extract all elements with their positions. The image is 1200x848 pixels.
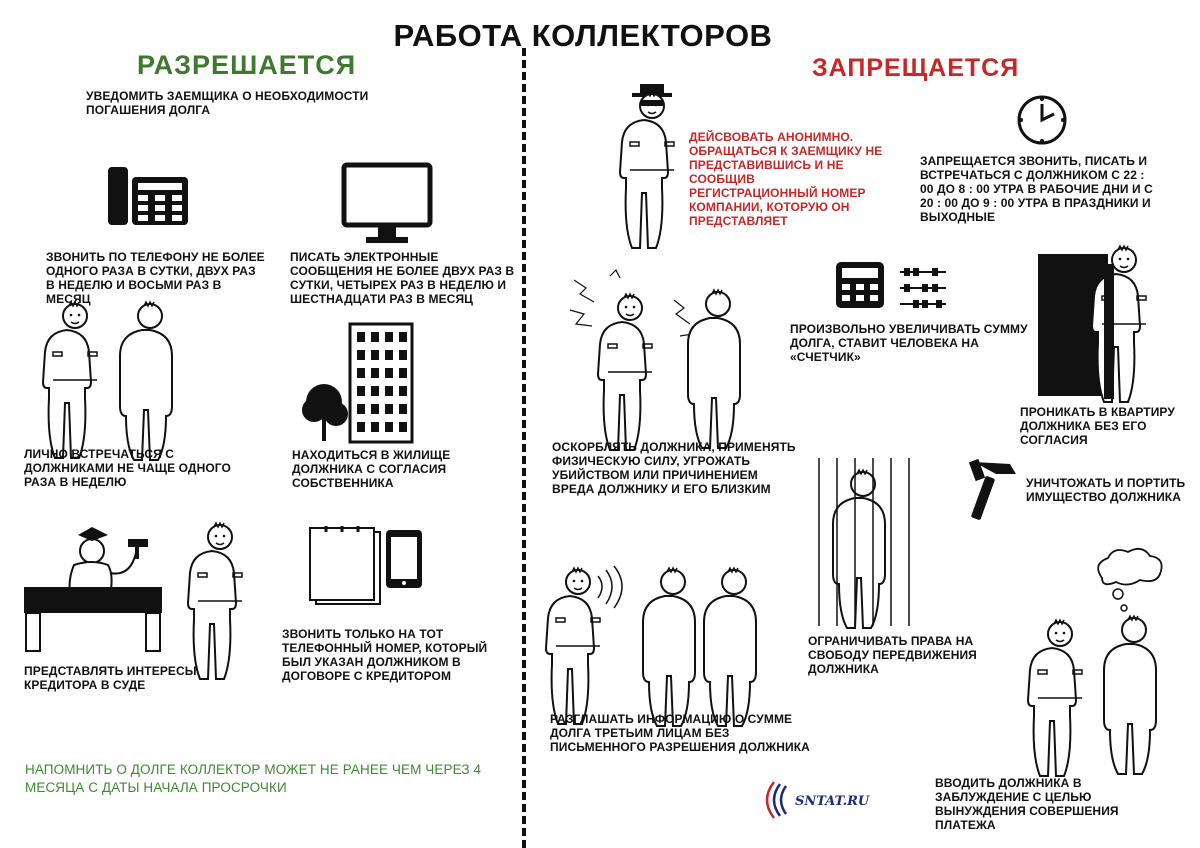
allowed-heading: РАЗРЕШАЕТСЯ: [137, 50, 357, 80]
forbidden-time-text: ЗАПРЕЩАЕТСЯ ЗВОНИТЬ, ПИСАТЬ И ВСТРЕЧАТЬСЯ С ДОЛЖНИКОМ С 22 : 00 ДО 8 : 00 УТРА В РАБОЧИЕ ДНИ И С 20 : 00 ДО 9 : 00 УТРА В ПРАЗДНИКИ И ВЫХОДНЫЕ: [920, 154, 1153, 224]
forbidden-insult-text: ОСКОРБЛЯТЬ ДОЛЖНИКА, ПРИМЕНЯТЬ ФИЗИЧЕСКУЮ СИЛУ, УГРОЖАТЬ УБИЙСТВОМ ИЛИ ПРИЧИНЕНИЕМ ВРЕДА ДОЛЖНИКУ И ЕГО БЛИЗКИМ: [552, 440, 796, 496]
two-people-meeting-illustration: [75, 330, 235, 450]
hammer-icon: [966, 458, 1022, 522]
disclosure-illustration: [548, 570, 768, 710]
allowed-meet-text: ЛИЧНО ВСТРЕЧАТЬСЯ С ДОЛЖНИКАМИ НЕ ЧАЩЕ ОДНОГО РАЗА В НЕДЕЛЮ: [24, 447, 231, 489]
forbidden-counter-text: ПРОИЗВОЛЬНО УВЕЛИЧИВАТЬ СУММУ ДОЛГА, СТАВИТ ЧЕЛОВЕКА НА «СЧЕТЧИК»: [790, 322, 1028, 364]
forbidden-anonymous-text: ДЕЙСВОВАТЬ АНОНИМНО. ОБРАЩАТЬСЯ К ЗАЕМЩИКУ НЕ ПРЕДСТАВИВШИСЬ И НЕ СООБЩИВ РЕГИСТРАЦИОННЫЙ НОМЕР КОМПАНИИ, КОТОРУЮ ОН ПРЕДСТАВЛЯЕТ: [689, 130, 883, 228]
anonymous-person-illustration: [642, 82, 692, 232]
calculator-and-abacus-icon: [836, 262, 948, 310]
allowed-court-text: ПРЕДСТАВЛЯТЬ ИНТЕРЕСЫ КРЕДИТОРА В СУДЕ: [24, 664, 197, 692]
allowed-intro: УВЕДОМИТЬ ЗАЕМЩИКА О НЕОБХОДИМОСТИ ПОГАШЕНИЯ ДОЛГА: [86, 89, 369, 117]
allowed-phone-text: ЗВОНИТЬ ПО ТЕЛЕФОНУ НЕ БОЛЕЕ ОДНОГО РАЗА В СУТКИ, ДВУХ РАЗ В НЕДЕЛЮ И ВОСЬМИ РАЗ В МЕСЯЦ: [46, 250, 265, 306]
building-icon: [302, 322, 422, 447]
desk-phone-icon: [108, 167, 190, 227]
forbidden-disclose-text: РАЗГЛАШАТЬ ИНФОРМАЦИЮ О СУММЕ ДОЛГА ТРЕТЬИМ ЛИЦАМ БЕЗ ПИСЬМЕННОГО РАЗРЕШЕНИЯ ДОЛЖНИКА: [550, 712, 810, 754]
court-illustration: [22, 515, 262, 655]
allowed-note-text: НАПОМНИТЬ О ДОЛГЕ КОЛЛЕКТОР МОЖЕТ НЕ РАНЕЕ ЧЕМ ЧЕРЕЗ 4 МЕСЯЦА С ДАТЫ НАЧАЛА ПРОСРОЧКИ: [25, 762, 482, 795]
forbidden-restrict-text: ОГРАНИЧИВАТЬ ПРАВА НА СВОБОДУ ПЕРЕДВИЖЕНИЯ ДОЛЖНИКА: [808, 634, 977, 676]
page-title: РАБОТА КОЛЛЕКТОРОВ: [393, 18, 773, 53]
allowed-number-text: ЗВОНИТЬ ТОЛЬКО НА ТОТ ТЕЛЕФОННЫЙ НОМЕР, КОТОРЫЙ БЫЛ УКАЗАН ДОЛЖНИКОМ В ДОГОВОРЕ С КРЕДИТОРОМ: [282, 627, 488, 683]
threat-illustration: [570, 270, 770, 435]
notepad-and-smartphone-icon: [308, 524, 428, 606]
clock-icon: [1016, 94, 1068, 146]
allowed-dwelling-text: НАХОДИТЬСЯ В ЖИЛИЩЕ ДОЛЖНИКА С СОГЛАСИЯ СОБСТВЕННИКА: [292, 448, 451, 490]
forbidden-heading: ЗАПРЕЩАЕТСЯ: [812, 54, 1020, 82]
misleading-illustration: [1028, 548, 1178, 763]
forbidden-mislead-text: ВВОДИТЬ ДОЛЖНИКА В ЗАБЛУЖДЕНИЕ С ЦЕЛЬЮ ВЫНУЖДЕНИЯ СОВЕРШЕНИЯ ПЛАТЕЖА: [935, 776, 1119, 832]
allowed-messages-text: ПИСАТЬ ЭЛЕКТРОННЫЕ СООБЩЕНИЯ НЕ БОЛЕЕ ДВУХ РАЗ В СУТКИ, ЧЕТЫРЕХ РАЗ В НЕДЕЛЮ И ШЕСТНАДЦАТИ РАЗ В МЕСЯЦ: [290, 250, 515, 306]
forbidden-enter-text: ПРОНИКАТЬ В КВАРТИРУ ДОЛЖНИКА БЕЗ ЕГО СОГЛАСИЯ: [1020, 405, 1175, 447]
door-intruder-illustration: [1038, 254, 1158, 399]
center-divider: [522, 48, 526, 848]
monitor-icon: [342, 163, 432, 245]
prisoner-behind-bars-illustration: [815, 458, 915, 628]
sntat-logo-icon: [762, 780, 792, 820]
forbidden-destroy-text: УНИЧТОЖАТЬ И ПОРТИТЬ ИМУЩЕСТВО ДОЛЖНИКА: [1026, 476, 1186, 504]
sntat-logo-text: SNTAT.RU: [795, 794, 870, 809]
